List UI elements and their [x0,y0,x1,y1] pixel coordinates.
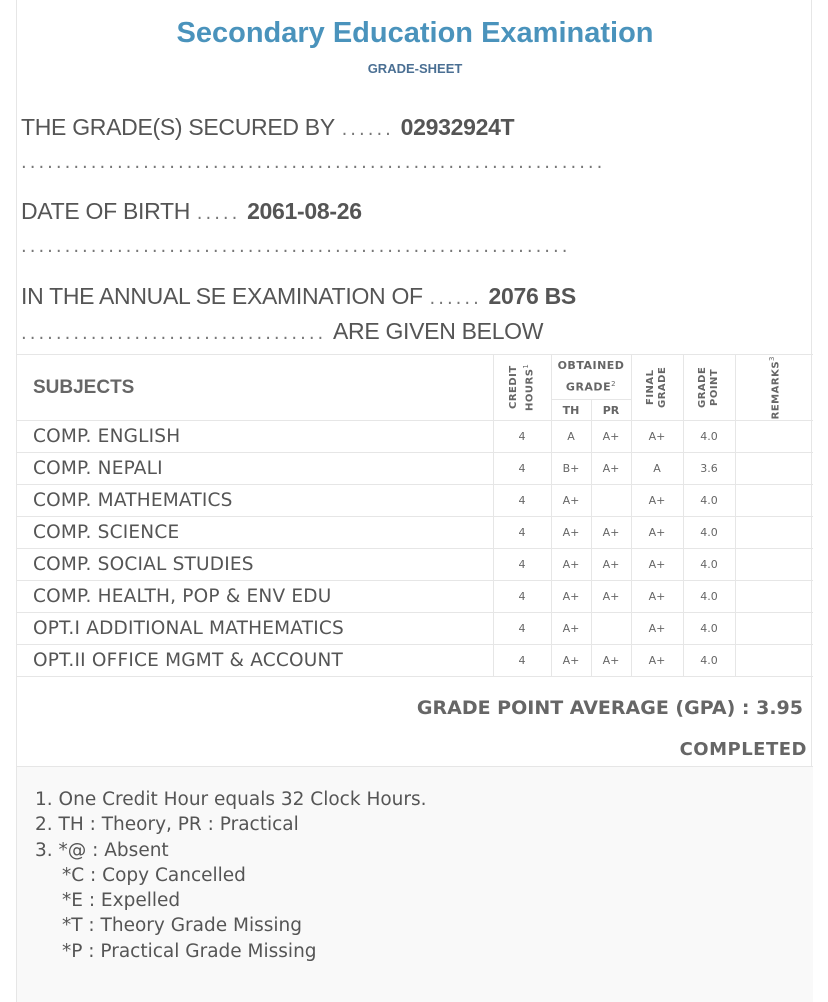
remarks-header: REMARKS$^3$ [735,355,813,421]
remarks [735,645,813,677]
grade-point: 3.6 [683,453,735,485]
dob-line: DATE OF BIRTH ..... 2061-08-26 ............................................................... [21,198,571,257]
footnote-copy-cancelled: *C : Copy Cancelled [62,864,246,886]
remarks [735,549,813,581]
symbol-number: 02932924T [400,114,515,140]
final-grade: A+ [631,485,683,517]
remarks [735,517,813,549]
remarks [735,485,813,517]
pr-grade [591,613,631,645]
remarks [735,453,813,485]
th-grade: A+ [551,645,591,677]
table-row [17,421,813,453]
pr-grade: A+ [591,421,631,453]
secured-by-line: THE GRADE(S) SECURED BY ...... 02932924T ................................................................... [21,114,606,173]
footnote-practical-missing: *P : Practical Grade Missing [62,940,317,962]
final-grade: A+ [631,549,683,581]
remarks [735,421,813,453]
th-grade: A+ [551,613,591,645]
exam-line: IN THE ANNUAL SE EXAMINATION OF ...... 2076 BS ................................... ARE GIVEN BELOW [21,283,576,344]
grade-sheet [16,0,812,1002]
secured-by-label: THE GRADE(S) SECURED BY [21,114,335,140]
final-grade: A+ [631,645,683,677]
pr-header: PR [591,400,631,421]
subject-name: OPT.II OFFICE MGMT & ACCOUNT [17,645,493,677]
exam-label: IN THE ANNUAL SE EXAMINATION OF [21,283,423,309]
credit-hours: 4 [493,549,551,581]
grade-point: 4.0 [683,485,735,517]
dob-label: DATE OF BIRTH [21,198,191,224]
table-row [17,453,813,485]
subjects-header: SUBJECTS [17,355,493,421]
final-grade: A [631,453,683,485]
final-grade: A+ [631,613,683,645]
table-row [17,581,813,613]
grade-point: 4.0 [683,581,735,613]
pr-grade: A+ [591,517,631,549]
final-grade-header: FINAL GRADE [631,355,683,421]
pr-grade [591,485,631,517]
obtained-grade-header: OBTAINED GRADE$^2$ [551,355,631,400]
table-row [17,485,813,517]
credit-hours: 4 [493,421,551,453]
final-grade: A+ [631,517,683,549]
footnote-theory-missing: *T : Theory Grade Missing [62,915,302,937]
grade-point: 4.0 [683,613,735,645]
table-row [17,517,813,549]
footnotes [35,787,427,964]
th-grade: B+ [551,453,591,485]
credit-hours-header: CREDIT HOURS$^1$ [493,355,551,421]
remarks [735,581,813,613]
subject-name: COMP. NEPALI [17,453,493,485]
gpa-summary: GRADE POINT AVERAGE (GPA) : 3.95 [416,697,803,719]
subject-name: COMP. ENGLISH [17,421,493,453]
subject-name: COMP. MATHEMATICS [17,485,493,517]
pr-grade: A+ [591,581,631,613]
final-grade: A+ [631,581,683,613]
grade-point: 4.0 [683,517,735,549]
footnote-2: 2. TH : Theory, PR : Practical [35,814,299,836]
grade-point: 4.0 [683,421,735,453]
table-row [17,549,813,581]
th-grade: A+ [551,517,591,549]
th-grade: A [551,421,591,453]
table-row [17,645,813,677]
credit-hours: 4 [493,645,551,677]
pr-grade: A+ [591,645,631,677]
grades-table [17,354,813,677]
date-of-birth: 2061-08-26 [247,198,362,224]
page-subtitle: GRADE-SHEET [367,61,463,76]
page-title: Secondary Education Examination [176,17,654,49]
footnote-expelled: *E : Expelled [62,890,181,912]
exam-year: 2076 BS [488,283,576,309]
table-row [17,613,813,645]
pr-grade: A+ [591,453,631,485]
credit-hours: 4 [493,453,551,485]
footnote-1: 1. One Credit Hour equals 32 Clock Hours. [35,789,427,810]
th-grade: A+ [551,485,591,517]
grade-point: 4.0 [683,549,735,581]
subject-name: OPT.I ADDITIONAL MATHEMATICS [17,613,493,645]
given-below-label: ARE GIVEN BELOW [332,318,544,344]
grade-point-header: GRADE POINT [683,355,735,421]
subject-name: COMP. HEALTH, POP & ENV EDU [17,581,493,613]
credit-hours: 4 [493,613,551,645]
th-grade: A+ [551,549,591,581]
subject-name: COMP. SCIENCE [17,517,493,549]
subject-name: COMP. SOCIAL STUDIES [17,549,493,581]
credit-hours: 4 [493,517,551,549]
final-grade: A+ [631,421,683,453]
result-status: COMPLETED [679,739,807,760]
remarks [735,613,813,645]
grade-point: 4.0 [683,645,735,677]
pr-grade: A+ [591,549,631,581]
credit-hours: 4 [493,485,551,517]
th-header: TH [551,400,591,421]
footnote-3: 3. *@ : Absent [35,839,169,861]
credit-hours: 4 [493,581,551,613]
th-grade: A+ [551,581,591,613]
